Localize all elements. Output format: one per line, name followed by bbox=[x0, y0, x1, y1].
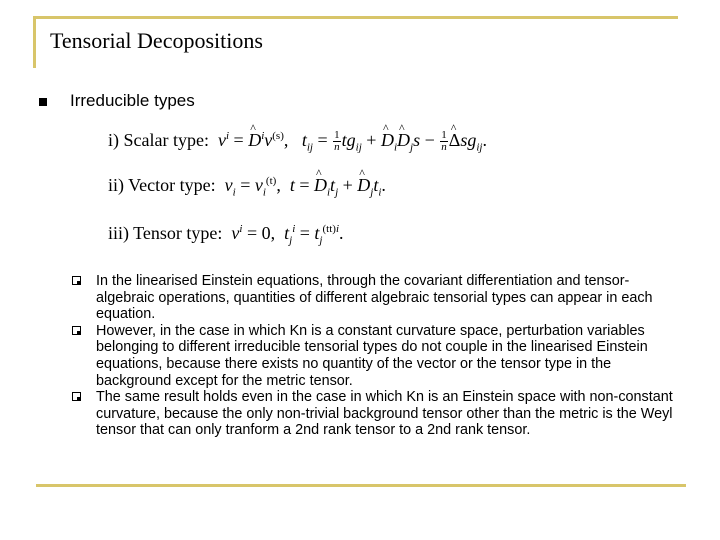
checkbox-bullet-icon bbox=[72, 392, 81, 401]
equation-tensor-label: iii) Tensor type: bbox=[108, 223, 223, 243]
checkbox-bullet-icon bbox=[72, 326, 81, 335]
list-item-text: The same result holds even in the case in which Kn is an Einstein space with non-constant curvature, because the only non-trivial background tensor other than the metric is the Weyl tensor that can only tranform a 2nd rank tensor to a 2nd rank tensor. bbox=[96, 389, 673, 439]
list-item-text: In the linearised Einstein equations, through the covariant differentiation and tensor-algebraic operations, quantities of different algebraic tensorial types can appear in each equation. bbox=[96, 273, 653, 323]
list-item bbox=[72, 273, 682, 323]
square-bullet-icon bbox=[38, 97, 48, 107]
equation-vector-body: $v_i = v_i^{(t)}$, t = ^ $D_it_j$ + ^ $D_jt_i$. bbox=[220, 175, 386, 195]
list-item bbox=[72, 389, 682, 439]
equation-scalar-body: $v^i$ = ^ $D^iv^{(s)}$, $t_{ij}$ = $\frac{1}{n}$ $tg_{ij}$ + ^ $D_i\^{}$ $D_js$ − $\frac{1}{n}$ ^ Δsg$_{ij}$. bbox=[213, 130, 487, 150]
equation-tensor bbox=[108, 223, 344, 247]
equation-scalar-label: i) Scalar type: bbox=[108, 130, 209, 150]
slide-title: Tensorial Decopositions bbox=[50, 28, 263, 53]
section-heading: Irreducible types bbox=[70, 91, 195, 110]
frame-bottom-line bbox=[36, 484, 686, 487]
checkbox-bullet-icon bbox=[72, 276, 81, 285]
frame-top-line bbox=[33, 16, 678, 19]
list-item bbox=[72, 323, 682, 389]
equation-scalar bbox=[108, 130, 487, 154]
frame-left-line bbox=[33, 16, 36, 68]
list-item-text: However, in the case in which Kn is a constant curvature space, perturbation variables belonging to different irreducible tensorial types do not couple in the linearised Einstein equations, because there exists no quantity of the vector or the tensor type in the background except for the metric tensor. bbox=[96, 322, 648, 389]
equation-vector bbox=[108, 175, 386, 199]
bullet-list bbox=[72, 273, 682, 439]
equation-tensor-body: $v^i = 0$, $t_j^i = t_j^{(tt)i}$. bbox=[231, 223, 344, 247]
equation-vector-label: ii) Vector type: bbox=[108, 175, 216, 195]
